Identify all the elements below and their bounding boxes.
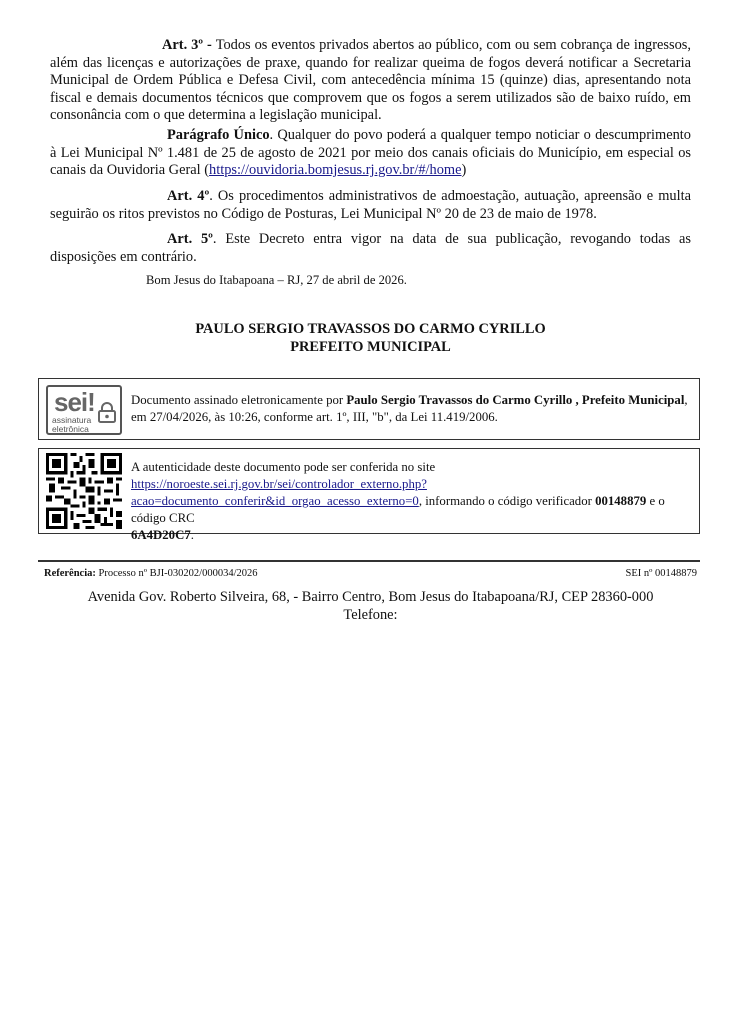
sei-logo-word: sei! xyxy=(54,387,95,417)
verification-link-2[interactable]: acao=documento_conferir&id_orgao_acesso_externo=0 xyxy=(131,494,419,508)
signer-name-role: Paulo Sergio Travassos do Carmo Cyrillo , Prefeito Municipal xyxy=(346,393,685,407)
sei-logo-sub2: eletrônica xyxy=(52,424,89,434)
crc-code: 6A4D20C7 xyxy=(131,528,191,542)
paragrafo-unico: Parágrafo Único. Qualquer do povo poderá a qualquer tempo noticiar o descumprimento à Lei Municipal Nº 1.481 de 25 de agosto de 2021 por meio dos canais oficiais do Município, em especial os canais da Ouvidoria Geral (https://ouvidoria.bomjesus.rj.gov.br/#/home) xyxy=(50,127,691,178)
lock-icon xyxy=(97,401,117,423)
authenticity-box xyxy=(38,448,700,542)
article-5 xyxy=(50,231,691,266)
footer-rule xyxy=(38,560,700,562)
reference-line: Referência: Processo nº BJI-030202/000034/2026 xyxy=(44,568,258,579)
sei-logo-sub1: assinatura xyxy=(52,415,92,425)
signer-role: PREFEITO MUNICIPAL xyxy=(290,339,451,355)
signer-name: PAULO SERGIO TRAVASSOS DO CARMO CYRILLO xyxy=(195,321,546,337)
article-3-label: Art. 3º xyxy=(162,37,204,53)
signature-text: Documento assinado eletronicamente por Paulo Sergio Travassos do Carmo Cyrillo , Prefeito Municipal, em 27/04/2026, às 10:26, conforme art. 1º, III, "b", da Lei 11.419/2006. xyxy=(131,393,688,424)
footer-address: Avenida Gov. Roberto Silveira, 68, - Bairro Centro, Bom Jesus do Itabapoana/RJ, CEP 28360-000 xyxy=(87,589,654,605)
article-4-label: Art. 4º xyxy=(167,188,210,204)
qr-code-icon[interactable] xyxy=(46,453,122,529)
article-4-text: . Os procedimentos administrativos de admoestação, autuação, apreensão e multa seguirão os ritos previstos no Código de Posturas, Lei Municipal Nº 20 de 23 de maio de 1978. xyxy=(50,188,691,222)
verification-link-1[interactable]: https://noroeste.sei.rj.gov.br/sei/controlador_externo.php? xyxy=(131,477,427,491)
footer-phone: Telefone: xyxy=(343,607,398,623)
article-5-label: Art. 5º xyxy=(167,231,213,247)
article-3-text: Todos os eventos privados abertos ao público, com ou sem cobrança de ingressos, além das licenças e autorizações de praxe, quando for realizar queima de fogos deverá notificar a Secretaria Municipal de Ordem Pública e Defesa Civil, com antecedência mínima 15 (quinze) dias, apresentando nota fiscal e demais documentos técnicos que comprovem que os fogos a serem utilizados são de baixo ruído, em consonância com o que determina a legislação municipal. xyxy=(50,37,691,123)
signature-box xyxy=(38,378,700,440)
sei-number: SEI nº 00148879 xyxy=(625,568,697,579)
verifier-code: 00148879 xyxy=(595,494,647,508)
date-line: Bom Jesus do Itabapoana – RJ, 27 de abril de 2026. xyxy=(146,273,407,287)
ouvidoria-link[interactable]: https://ouvidoria.bomjesus.rj.gov.br/#/home xyxy=(209,162,462,178)
paragrafo-label: Parágrafo Único xyxy=(167,127,270,143)
sei-logo xyxy=(46,385,122,435)
article-3: Art. 3º - Todos os eventos privados abertos ao público, com ou sem cobrança de ingressos, além das licenças e autorizações de praxe, quando for realizar queima de fogos deverá notificar a Secretaria Municipal de Ordem Pública e Defesa Civil, com antecedência mínima 15 (quinze) dias, apresentando nota fiscal e demais documentos técnicos que comprovem que os fogos a serem utilizados são de baixo ruído, em consonância com o que determina a legislação municipal. xyxy=(50,37,691,123)
article-4 xyxy=(50,188,691,223)
article-5-text: . Este Decreto entra vigor na data de sua publicação, revogando todas as disposições em contrário. xyxy=(50,231,691,265)
authenticity-text: A autenticidade deste documento pode ser conferida no site https://noroeste.sei.rj.gov.br/sei/controlador_externo.php? acao=documento_conferir&id_orgao_acesso_externo=0, informando o código verificador 00148879 e o código CRC 6A4D20C7. xyxy=(131,460,665,542)
paragrafo-text: . Qualquer do povo poderá a qualquer tempo noticiar o descumprimento à Lei Municipal Nº 1.481 de 25 de agosto de 2021 por meio dos canais oficiais do Município, em especial os canais da Ouvidoria Geral ( xyxy=(50,127,691,178)
